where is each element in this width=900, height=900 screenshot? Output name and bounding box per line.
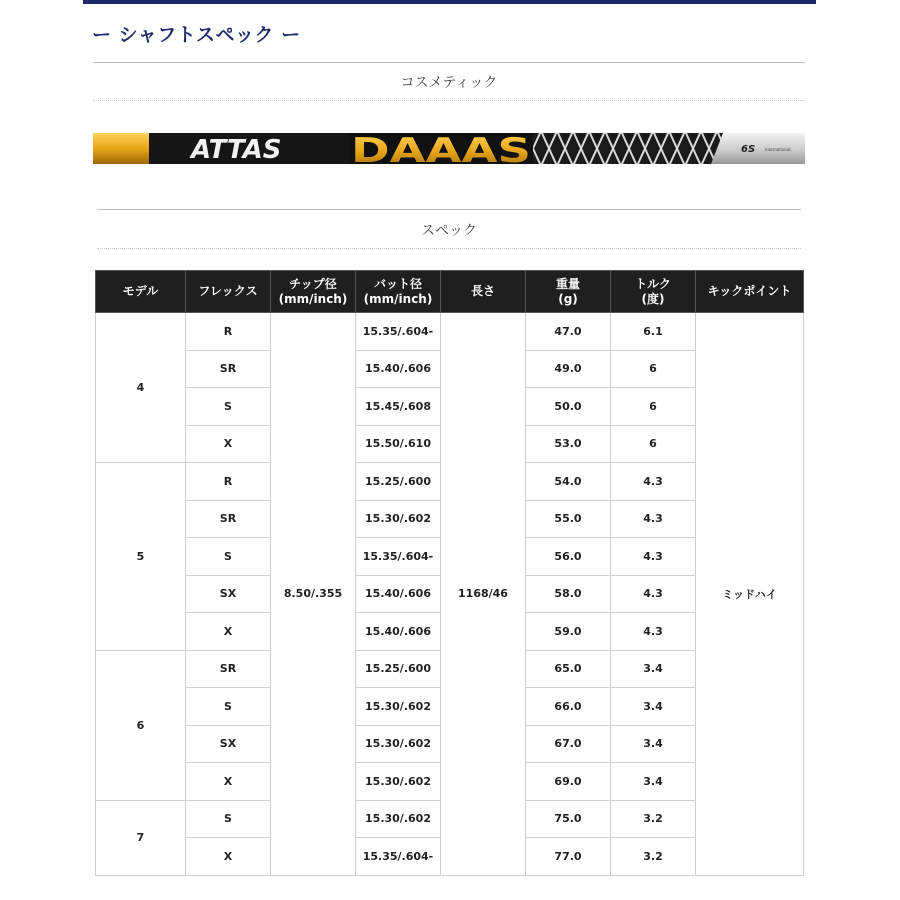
weight-cell: 69.0 bbox=[526, 763, 611, 801]
header-weight: 重量 (g) bbox=[526, 271, 611, 313]
weight-cell: 77.0 bbox=[526, 838, 611, 876]
flex-cell: SR bbox=[186, 350, 271, 388]
flex-cell: S bbox=[186, 388, 271, 426]
butt-cell: 15.40/.606 bbox=[356, 575, 441, 613]
model-cell: 5 bbox=[96, 463, 186, 651]
shaft-cosmetic-image bbox=[93, 131, 805, 166]
cosmetic-top-rule bbox=[93, 62, 805, 63]
butt-cell: 15.40/.606 bbox=[356, 350, 441, 388]
torque-cell: 3.4 bbox=[611, 725, 696, 763]
weight-cell: 56.0 bbox=[526, 538, 611, 576]
flex-cell: SX bbox=[186, 725, 271, 763]
weight-cell: 65.0 bbox=[526, 650, 611, 688]
butt-cell: 15.30/.602 bbox=[356, 500, 441, 538]
weight-cell: 66.0 bbox=[526, 688, 611, 726]
torque-cell: 3.2 bbox=[611, 838, 696, 876]
header-torque: トルク (度) bbox=[611, 271, 696, 313]
spec-dotted-rule bbox=[97, 248, 801, 249]
butt-cell: 15.35/.604- bbox=[356, 838, 441, 876]
tip-cell: 8.50/.355 bbox=[271, 313, 356, 876]
model-cell: 7 bbox=[96, 800, 186, 875]
butt-cell: 15.35/.604- bbox=[356, 313, 441, 351]
torque-cell: 3.4 bbox=[611, 688, 696, 726]
torque-cell: 6.1 bbox=[611, 313, 696, 351]
weight-cell: 75.0 bbox=[526, 800, 611, 838]
flex-cell: R bbox=[186, 463, 271, 501]
flex-cell: X bbox=[186, 838, 271, 876]
flex-cell: SR bbox=[186, 500, 271, 538]
top-accent-bar bbox=[83, 0, 816, 4]
table-row bbox=[96, 313, 804, 351]
torque-cell: 6 bbox=[611, 388, 696, 426]
torque-cell: 4.3 bbox=[611, 613, 696, 651]
flex-cell: SR bbox=[186, 650, 271, 688]
torque-cell: 6 bbox=[611, 425, 696, 463]
torque-cell: 3.4 bbox=[611, 763, 696, 801]
butt-cell: 15.30/.602 bbox=[356, 688, 441, 726]
butt-cell: 15.30/.602 bbox=[356, 800, 441, 838]
butt-cell: 15.45/.608 bbox=[356, 388, 441, 426]
weight-cell: 59.0 bbox=[526, 613, 611, 651]
weight-cell: 55.0 bbox=[526, 500, 611, 538]
header-tip: チップ径 (mm/inch) bbox=[271, 271, 356, 313]
cosmetic-heading: コスメティック bbox=[400, 75, 498, 91]
butt-cell: 15.25/.600 bbox=[356, 650, 441, 688]
header-kick: キックポイント bbox=[696, 271, 804, 313]
torque-cell: 3.4 bbox=[611, 650, 696, 688]
weight-cell: 47.0 bbox=[526, 313, 611, 351]
weight-cell: 67.0 bbox=[526, 725, 611, 763]
shaft-brand-text: ATTAS bbox=[191, 135, 282, 165]
header-butt: バット径 (mm/inch) bbox=[356, 271, 441, 313]
flex-cell: X bbox=[186, 763, 271, 801]
spec-top-rule bbox=[97, 209, 801, 210]
butt-cell: 15.30/.602 bbox=[356, 725, 441, 763]
flex-cell: S bbox=[186, 800, 271, 838]
butt-cell: 15.50/.610 bbox=[356, 425, 441, 463]
butt-cell: 15.40/.606 bbox=[356, 613, 441, 651]
torque-cell: 4.3 bbox=[611, 500, 696, 538]
butt-cell: 15.25/.600 bbox=[356, 463, 441, 501]
flex-cell: R bbox=[186, 313, 271, 351]
header-length: 長さ bbox=[441, 271, 526, 313]
kick-cell: ミッドハイ bbox=[696, 313, 804, 876]
cosmetic-dotted-rule bbox=[93, 100, 805, 101]
model-cell: 4 bbox=[96, 313, 186, 463]
spec-table bbox=[95, 270, 804, 876]
torque-cell: 4.3 bbox=[611, 463, 696, 501]
torque-cell: 4.3 bbox=[611, 538, 696, 576]
weight-cell: 50.0 bbox=[526, 388, 611, 426]
shaft-model-text: DAAAS bbox=[351, 131, 531, 166]
torque-cell: 4.3 bbox=[611, 575, 696, 613]
shaft-small-text: International bbox=[765, 147, 791, 152]
weight-cell: 49.0 bbox=[526, 350, 611, 388]
header-flex: フレックス bbox=[186, 271, 271, 313]
weight-cell: 53.0 bbox=[526, 425, 611, 463]
model-cell: 6 bbox=[96, 650, 186, 800]
flex-cell: X bbox=[186, 613, 271, 651]
page-title: ー シャフトスペック ー bbox=[92, 24, 301, 46]
flex-cell: SX bbox=[186, 575, 271, 613]
spec-heading: スペック bbox=[421, 223, 477, 239]
flex-cell: S bbox=[186, 538, 271, 576]
table-header-row bbox=[96, 271, 804, 313]
flex-cell: S bbox=[186, 688, 271, 726]
torque-cell: 6 bbox=[611, 350, 696, 388]
butt-cell: 15.30/.602 bbox=[356, 763, 441, 801]
shaft-flex-text: 6S bbox=[741, 144, 756, 155]
length-cell: 1168/46 bbox=[441, 313, 526, 876]
torque-cell: 3.2 bbox=[611, 800, 696, 838]
flex-cell: X bbox=[186, 425, 271, 463]
weight-cell: 54.0 bbox=[526, 463, 611, 501]
header-model: モデル bbox=[96, 271, 186, 313]
butt-cell: 15.35/.604- bbox=[356, 538, 441, 576]
weight-cell: 58.0 bbox=[526, 575, 611, 613]
